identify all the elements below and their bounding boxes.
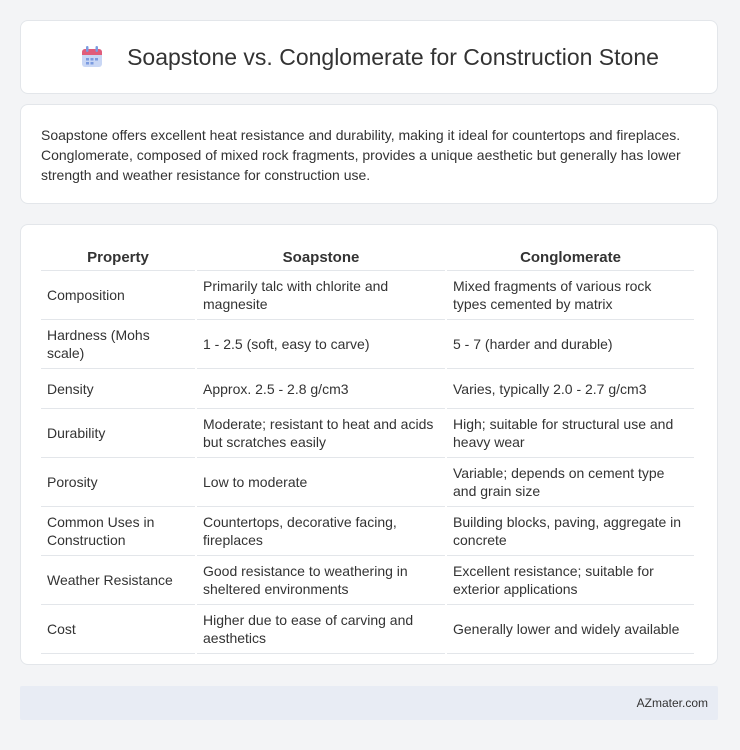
column-header-conglomerate: Conglomerate [447,243,694,271]
property-cell: Common Uses in Construction [41,507,195,556]
page-title: Soapstone vs. Conglomerate for Construction Stone [127,43,659,70]
property-cell: Weather Resistance [41,556,195,605]
footer-bar [20,686,718,720]
soapstone-cell: Higher due to ease of carving and aesthetics [197,605,445,654]
table-row [41,556,694,605]
property-cell: Hardness (Mohs scale) [41,320,195,369]
title-card [20,20,718,94]
soapstone-cell: Countertops, decorative facing, fireplaces [197,507,445,556]
table-row [41,458,694,507]
soapstone-cell: Approx. 2.5 - 2.8 g/cm3 [197,369,445,409]
table-row [41,507,694,556]
conglomerate-cell: Excellent resistance; suitable for exterior applications [447,556,694,605]
property-cell: Composition [41,271,195,320]
conglomerate-cell: Generally lower and widely available [447,605,694,654]
property-cell: Cost [41,605,195,654]
comparison-table [39,243,696,654]
conglomerate-cell: High; suitable for structural use and heavy wear [447,409,694,458]
conglomerate-cell: Variable; depends on cement type and grain size [447,458,694,507]
column-header-soapstone: Soapstone [197,243,445,271]
table-row [41,320,694,369]
intro-card [20,104,718,204]
conglomerate-cell: Mixed fragments of various rock types cemented by matrix [447,271,694,320]
property-cell: Porosity [41,458,195,507]
footer-brand: AZmater.com [636,696,708,710]
soapstone-cell: Good resistance to weathering in sheltered environments [197,556,445,605]
property-cell: Durability [41,409,195,458]
comparison-table-card [20,224,718,665]
conglomerate-cell: Building blocks, paving, aggregate in concrete [447,507,694,556]
intro-text: Soapstone offers excellent heat resistance and durability, making it ideal for countertops and fireplaces. Conglomerate, composed of mixed rock fragments, provides a unique aesthetic but generally has lower strength and weather resistance for construction use. [41,127,681,183]
conglomerate-cell: 5 - 7 (harder and durable) [447,320,694,369]
conglomerate-cell: Varies, typically 2.0 - 2.7 g/cm3 [447,369,694,409]
soapstone-cell: 1 - 2.5 (soft, easy to carve) [197,320,445,369]
table-row [41,271,694,320]
soapstone-cell: Moderate; resistant to heat and acids but scratches easily [197,409,445,458]
soapstone-cell: Low to moderate [197,458,445,507]
table-row [41,605,694,654]
column-header-property: Property [41,243,195,271]
property-cell: Density [41,369,195,409]
table-row [41,409,694,458]
table-row [41,369,694,409]
soapstone-cell: Primarily talc with chlorite and magnesite [197,271,445,320]
calendar-icon [79,44,105,70]
